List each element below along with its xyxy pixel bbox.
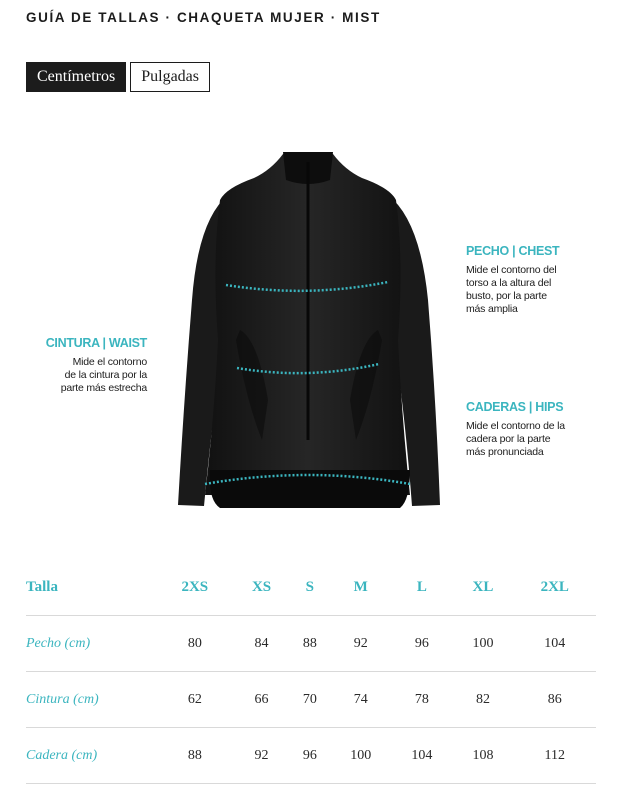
size-2xl: 2XL xyxy=(513,560,596,616)
table-cell: 74 xyxy=(330,672,391,728)
table-cell: 70 xyxy=(289,672,330,728)
hips-heading: CADERAS | HIPS xyxy=(466,400,564,414)
table-cell: 104 xyxy=(513,616,596,672)
table-cell: 104 xyxy=(391,728,452,784)
size-s: S xyxy=(289,560,330,616)
size-l: L xyxy=(391,560,452,616)
measurement-figure xyxy=(0,140,641,520)
row-label-hips: Cadera (cm) xyxy=(26,728,156,784)
waist-description: Mide el contorno de la cintura por la parte más estrecha xyxy=(60,356,147,394)
table-cell: 108 xyxy=(452,728,513,784)
table-cell: 96 xyxy=(289,728,330,784)
hips-label xyxy=(466,400,565,459)
table-cell: 100 xyxy=(330,728,391,784)
table-cell: 62 xyxy=(156,672,234,728)
chest-description: Mide el contorno del torso a la altura del busto, por la parte más amplia xyxy=(466,264,557,315)
table-cell: 80 xyxy=(156,616,234,672)
hips-description: Mide el contorno de la cadera por la parte más pronunciada xyxy=(466,420,565,458)
table-cell: 66 xyxy=(234,672,290,728)
table-cell: 100 xyxy=(452,616,513,672)
waist-label xyxy=(20,336,147,395)
table-row xyxy=(26,728,596,784)
size-xs: XS xyxy=(234,560,290,616)
unit-toggle xyxy=(26,62,210,92)
table-cell: 82 xyxy=(452,672,513,728)
jacket-illustration xyxy=(0,140,641,520)
size-xl: XL xyxy=(452,560,513,616)
centimeters-button[interactable]: Centímetros xyxy=(26,62,126,92)
table-cell: 84 xyxy=(234,616,290,672)
size-header: Talla xyxy=(26,560,156,616)
inches-button[interactable]: Pulgadas xyxy=(130,62,210,92)
table-row xyxy=(26,616,596,672)
table-cell: 96 xyxy=(391,616,452,672)
table-cell: 112 xyxy=(513,728,596,784)
table-cell: 88 xyxy=(289,616,330,672)
table-row xyxy=(26,672,596,728)
size-table xyxy=(26,560,596,784)
chest-heading: PECHO | CHEST xyxy=(466,244,560,258)
size-2xs: 2XS xyxy=(156,560,234,616)
page-title: GUÍA DE TALLAS · CHAQUETA MUJER · MIST xyxy=(26,10,381,25)
waist-heading: CINTURA | WAIST xyxy=(45,336,147,350)
table-cell: 92 xyxy=(234,728,290,784)
table-header-row xyxy=(26,560,596,616)
table-cell: 92 xyxy=(330,616,391,672)
size-m: M xyxy=(330,560,391,616)
chest-label xyxy=(466,244,559,316)
table-cell: 88 xyxy=(156,728,234,784)
row-label-chest: Pecho (cm) xyxy=(26,616,156,672)
table-cell: 86 xyxy=(513,672,596,728)
row-label-waist: Cintura (cm) xyxy=(26,672,156,728)
table-cell: 78 xyxy=(391,672,452,728)
